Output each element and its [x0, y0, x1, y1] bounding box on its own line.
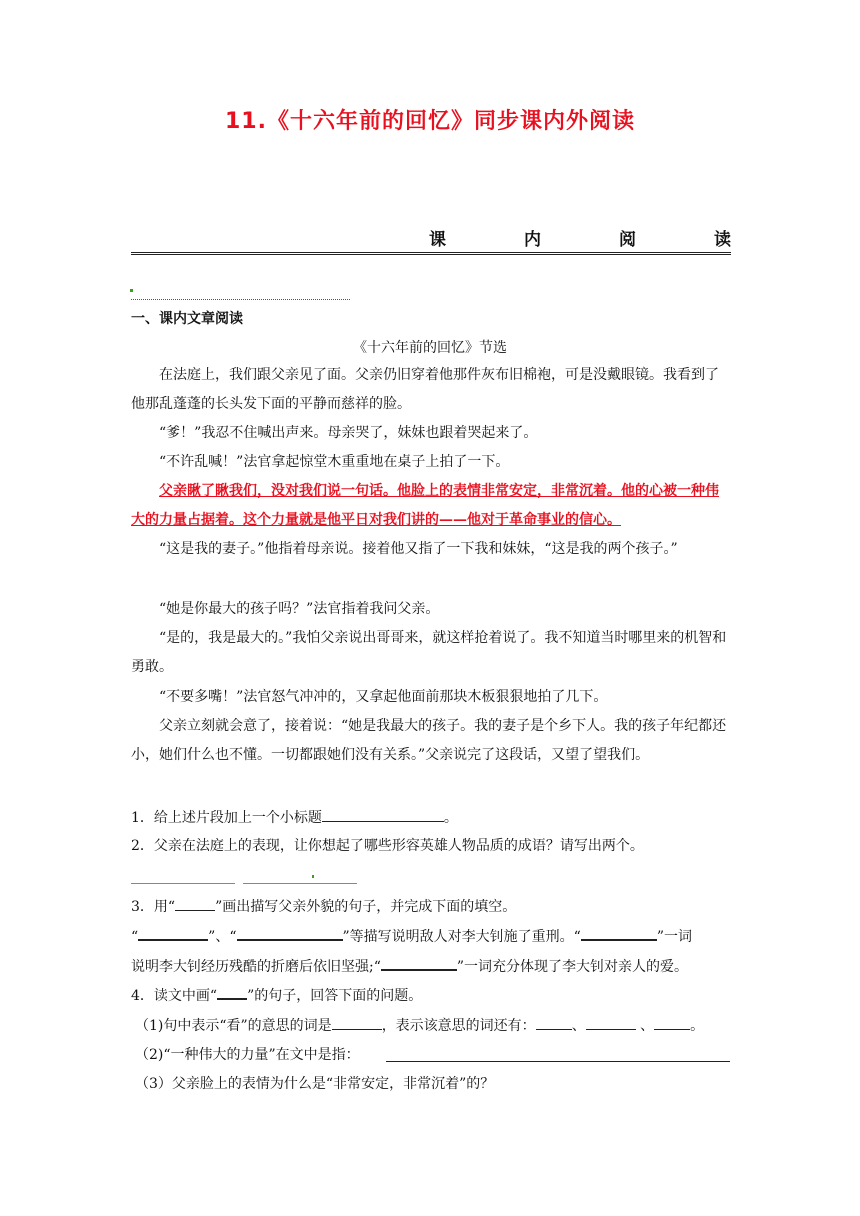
question-3-fill-line-2: 说明李大钊经历残酷的折磨后依旧坚强;“ ”一词充分体现了李大钊对亲人的爱。 [131, 953, 731, 981]
answer-blank[interactable] [581, 923, 657, 941]
answer-blank[interactable] [332, 1013, 382, 1030]
part-heading: 一、课内文章阅读 [131, 311, 243, 327]
dotted-divider [131, 299, 350, 300]
answer-line[interactable] [131, 883, 235, 884]
answer-blank[interactable] [322, 805, 444, 822]
paragraph-9: 父亲立刻就会意了，接着说：“她是我最大的孩子。我的妻子是个乡下人。我的孩子年纪都还小，她们什么也不懂。一切都跟她们没有关系。”父亲说完了这段话，又望了望我们。 [131, 718, 727, 763]
question-3-fill-line-1: “ ”、“ ”等描写说明敌人对李大钊施了重刑。“ ”一词 [131, 923, 731, 951]
section-header-char: 读 [714, 230, 731, 250]
answer-line[interactable] [243, 883, 357, 884]
answer-blank[interactable] [237, 923, 343, 941]
answer-blank[interactable] [381, 953, 457, 971]
section-header-char: 阅 [619, 230, 636, 250]
paragraph-6: “她是你最大的孩子吗？”法官指着我问父亲。 [159, 601, 440, 617]
green-dot-mark [130, 289, 133, 292]
paragraph-7: “是的，我是最大的。”我怕父亲说出哥哥来，就这样抢着说了。我不知道当时哪里来的机智和勇敢。 [131, 630, 727, 675]
answer-line[interactable] [386, 1061, 730, 1062]
paragraph-8: “不要多嘴！”法官怒气冲冲的，又拿起他面前那块木板狠狠地拍了几下。 [159, 689, 608, 705]
section-header-char: 内 [524, 230, 541, 250]
underline-sample [175, 894, 215, 911]
question-4: 4．读文中画“ ”的句子，回答下面的问题。 [131, 982, 731, 1010]
question-4-part-1: （1)句中表示“看”的意思的词是 ，表示该意思的词还有： 、 、 。 [135, 1012, 735, 1040]
answer-blank[interactable] [536, 1013, 572, 1030]
question-4-part-2: （2)“一种伟大的力量”在文中是指： [135, 1047, 360, 1063]
page-title: 11.《十六年前的回忆》同步课内外阅读 [225, 109, 635, 134]
question-4-part-3: （3）父亲脸上的表情为什么是“非常安定，非常沉着”的？ [135, 1076, 495, 1092]
underline-sample [217, 982, 247, 1000]
green-dot-mark [312, 875, 314, 878]
paragraph-2: “爹！”我忍不住喊出声来。母亲哭了，妹妹也跟着哭起来了。 [159, 425, 538, 441]
excerpt-title: 《十六年前的回忆》节选 [353, 340, 507, 356]
paragraph-1: 在法庭上，我们跟父亲见了面。父亲仍旧穿着他那件灰布旧棉袍，可是没戴眼镜。我看到了他那乱蓬蓬的长头发下面的平静而慈祥的脸。 [131, 367, 719, 412]
question-3: 3．用“ ”画出描写父亲外貌的句子，并完成下面的填空。 [131, 893, 731, 921]
answer-blank[interactable] [586, 1013, 636, 1030]
question-1: 1．给上述片段加上一个小标题 。 [131, 804, 731, 832]
answer-blank[interactable] [654, 1013, 690, 1030]
section-header [131, 228, 731, 255]
question-2: 2．父亲在法庭上的表现，让你想起了哪些形容英雄人物品质的成语？请写出两个。 [131, 838, 644, 854]
answer-blank[interactable] [138, 923, 208, 941]
paragraph-4-highlighted: 父亲瞅了瞅我们，没对我们说一句话。他脸上的表情非常安定，非常沉着。他的心被一种伟大的力量占据着。这个力量就是他平日对我们讲的——他对于革命事业的信心。 [131, 483, 719, 528]
section-header-char: 课 [429, 230, 446, 250]
paragraph-3: “不许乱喊！”法官拿起惊堂木重重地在桌子上拍了一下。 [159, 454, 510, 470]
paragraph-5: “这是我的妻子。”他指着母亲说。接着他又指了一下我和妹妹，“这是我的两个孩子。” [159, 541, 678, 557]
